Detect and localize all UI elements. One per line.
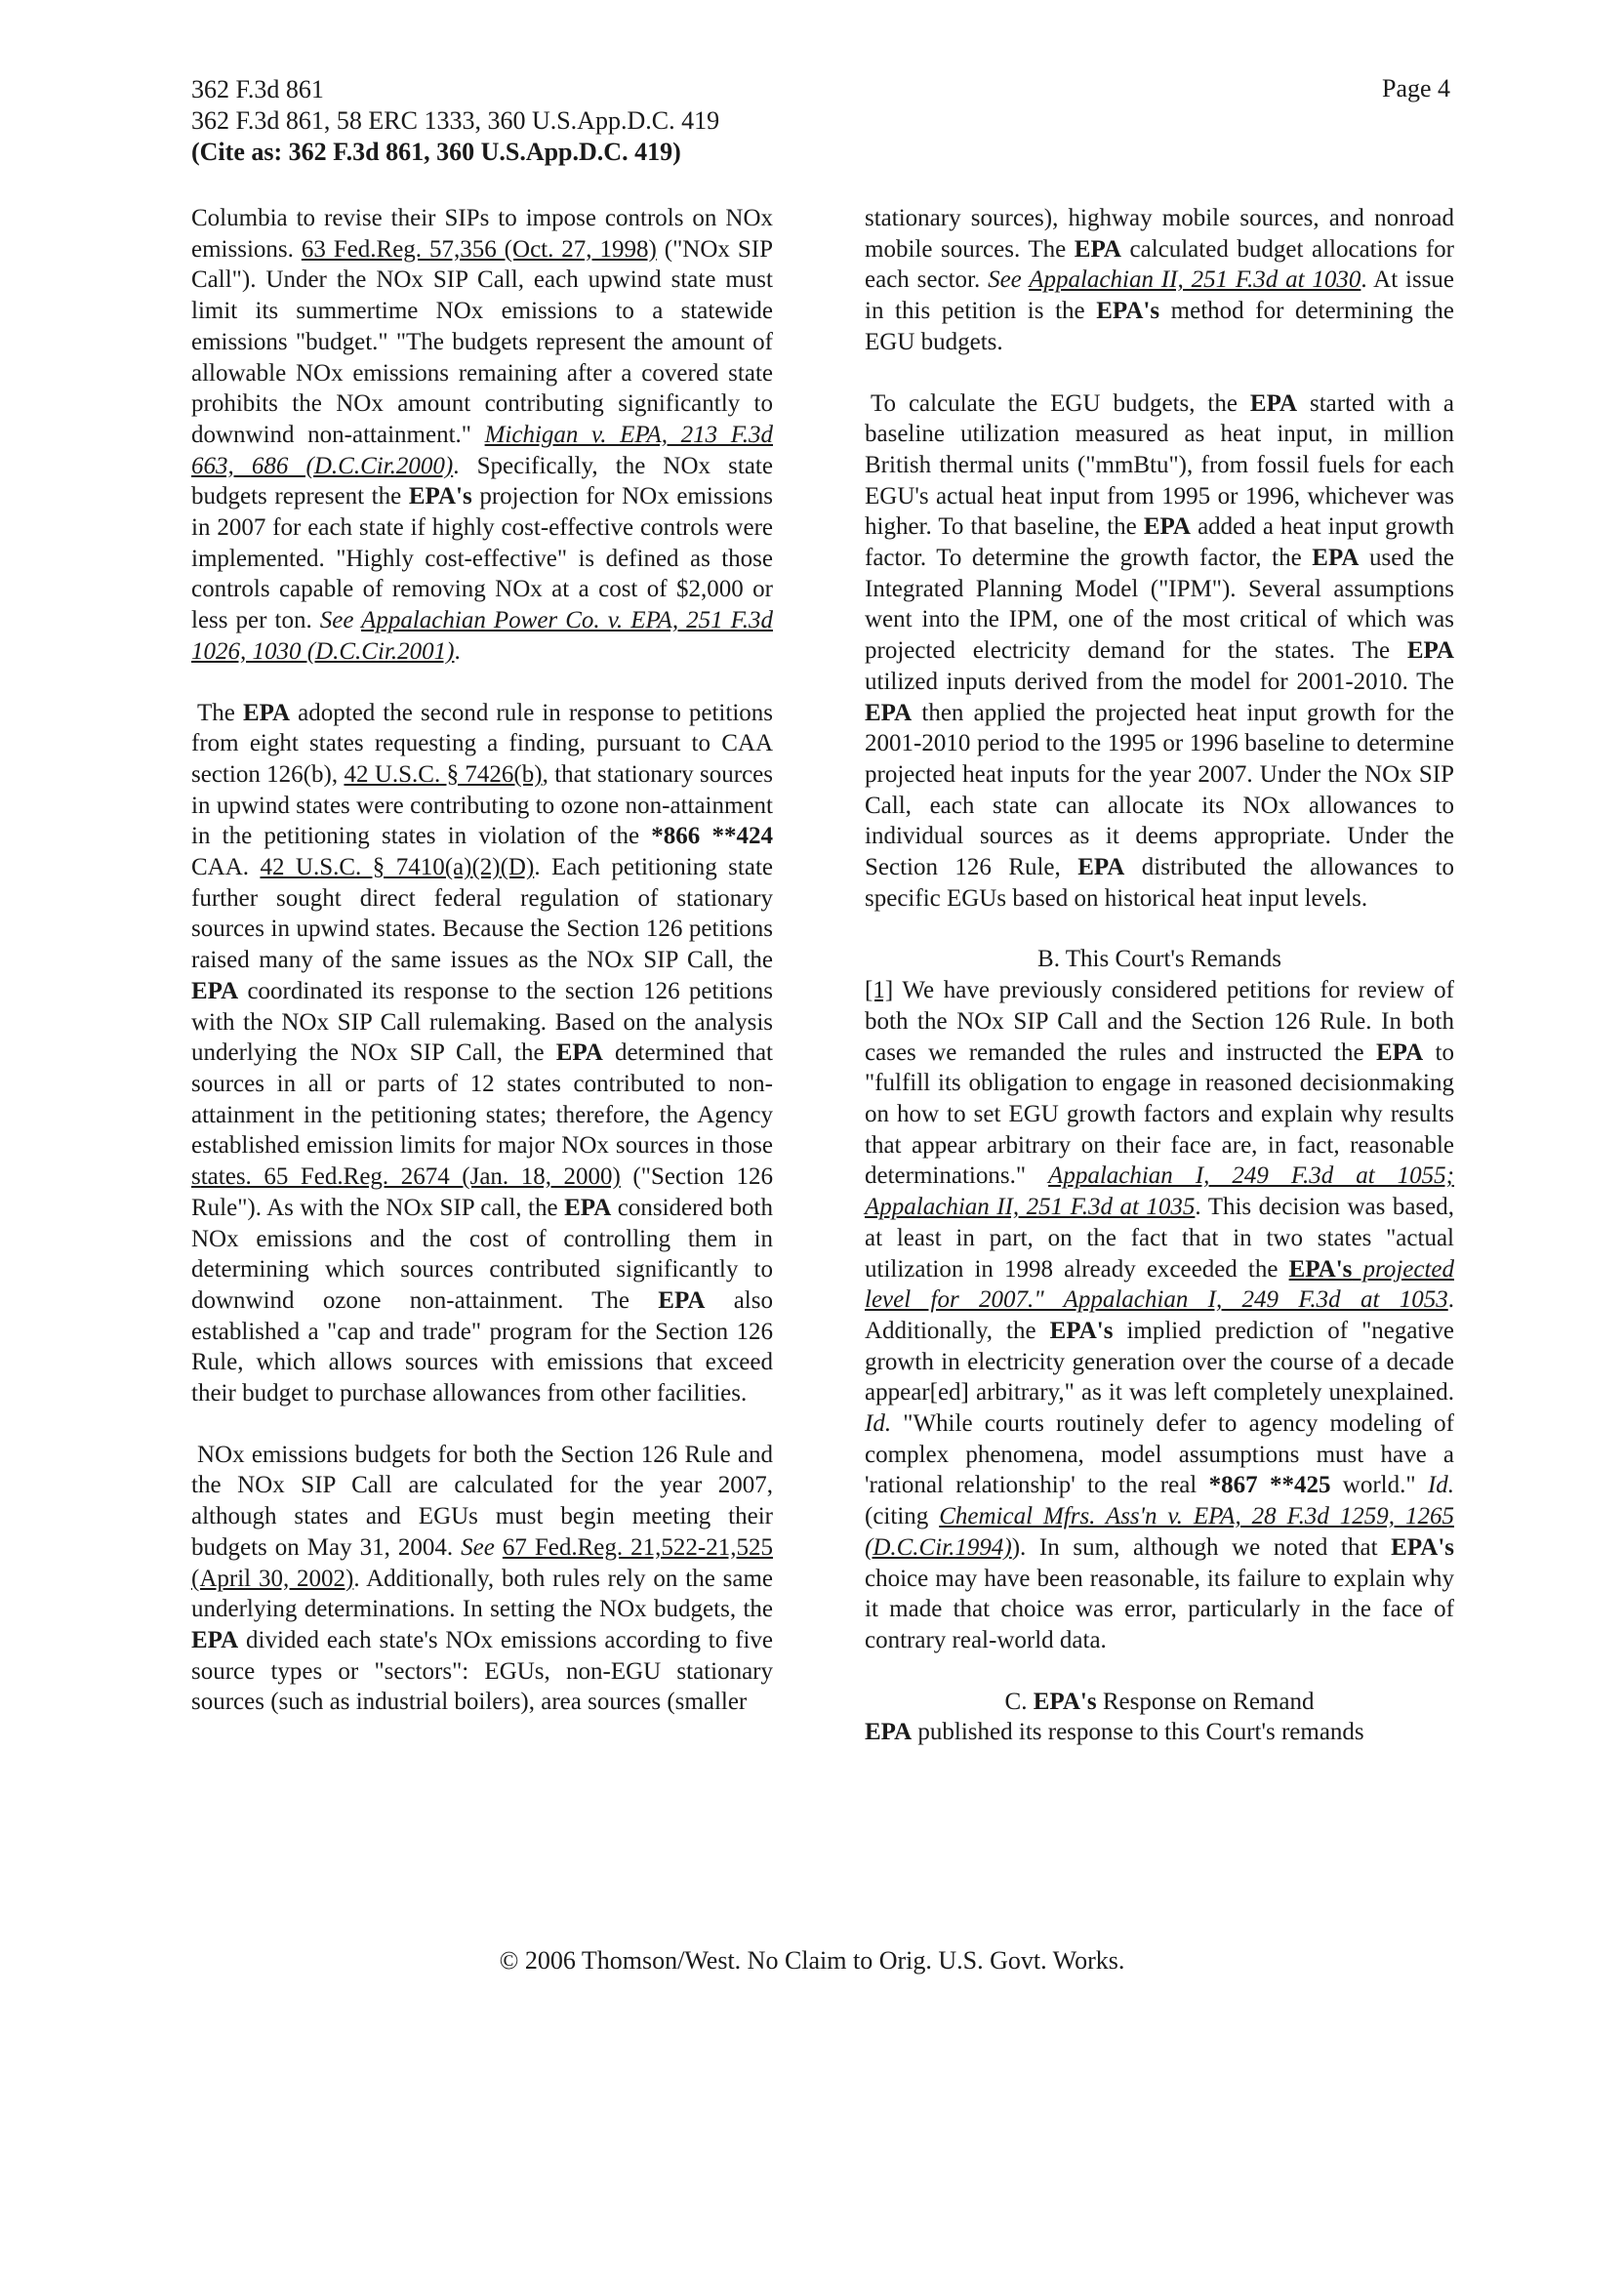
paragraph: stationary sources), highway mobile sources, and nonroad mobile sources. The EPA calculated budget allocations for each sector. See Appalachian II, 251 F.3d at 1030. At issue in this petition is the EPA's method for determining the EGU budgets. — [865, 205, 1455, 355]
paragraph: [1] We have previously considered petitions for review of both the NOx SIP Call and the Section 126 Rule. In both cases we remanded the rules and instructed the EPA to "fulfill its obligation to engage in reasoned decisionmaking on how to set EGU growth factors and explain why results that appear arbitrary on their face are, in fact, reasonable determinations." Appalachian I, 249 F.3d at 1055; Appalachian II, 251 F.3d at 1035. This decision was based, at least in part, on the fact that in two states "actual utilization in 1998 already exceeded the EPA's projected level for 2007." Appalachian I, 249 F.3d at 1053. Additionally, the EPA's implied prediction of "negative growth in electricity generation over the course of a decade appear[ed] arbitrary," as it was left completely unexplained. Id. "While courts routinely defer to agency modeling of complex phenomena, model assumptions must have a 'rational relationship' to the real *867 **425 world." Id. (citing Chemical Mfrs. Ass'n v. EPA, 28 F.3d 1259, 1265 (D.C.Cir.1994)). In sum, although we noted that EPA's choice may have been reasonable, its failure to explain why it made that choice was error, particularly in the face of contrary real-world data. — [865, 977, 1455, 1653]
paragraph: EPA published its response to this Court's remands — [865, 1719, 1364, 1746]
left-column — [191, 203, 773, 1718]
paragraph: To calculate the EGU budgets, the EPA started with a baseline utilization measured as heat input, in million British thermal units ("mmBtu"), from fossil fuels for each EGU's actual heat input from 1995 or 1996, whichever was higher. To that baseline, the EPA added a heat input growth factor. To determine the growth factor, the EPA used the Integrated Planning Model ("IPM"). Several assumptions went into the IPM, one of the most critical of which was projected electricity demand for the states. The EPA utilized inputs derived from the model for 2001-2010. The EPA then applied the projected heat input growth for the 2001-2010 period to the 1995 or 1996 baseline to determine projected heat inputs for the year 2007. Under the NOx SIP Call, each state can allocate its NOx allowances to individual sources as it deems appropriate. Under the Section 126 Rule, EPA distributed the allowances to specific EGUs based on historical heat input levels. — [865, 389, 1455, 912]
citation-link[interactable]: 42 U.S.C. § 7410(a)(2)(D) — [260, 854, 535, 881]
citation-link[interactable]: 63 Fed.Reg. 57,356 (Oct. 27, 1998) — [301, 235, 657, 263]
citation-link[interactable]: Appalachian Power Co. v. EPA, 251 F.3d 1026, 1030 (D.C.Cir.2001) — [191, 607, 773, 665]
citation-link[interactable]: EPA's — [1288, 1255, 1353, 1283]
paragraph: NOx emissions budgets for both the Section 126 Rule and the NOx SIP Call are calculated for the year 2007, although states and EGUs must begin meeting their budgets on May 31, 2004. See 67 Fed.Reg. 21,522-21,525 (April 30, 2002). Additionally, both rules rely on the same underlying determinations. In setting the NOx budgets, the EPA divided each state's NOx emissions according to five source types or "sectors": EGUs, non-EGU stationary sources (such as industrial boilers), area sources (smaller — [191, 1441, 774, 1716]
citation-link[interactable]: states. 65 Fed.Reg. 2674 (Jan. 18, 2000) — [191, 1163, 621, 1191]
headnote-link[interactable]: [1] — [865, 977, 894, 1004]
star-page-marker: *866 **424 — [651, 823, 773, 850]
paragraph: The EPA adopted the second rule in response to petitions from eight states requesting a finding, pursuant to CAA section 126(b), 42 U.S.C. § 7426(b), that stationary sources in upwind states were contributing to ozone non-attainment in the petitioning states in violation of the *866 **424 CAA. 42 U.S.C. § 7410(a)(2)(D). Each petitioning state further sought direct federal regulation of stationary sources in upwind states. Because the Section 126 petitions raised many of the same issues as the NOx SIP Call, the EPA coordinated its response to the section 126 petitions with the NOx SIP Call rulemaking. Based on the analysis underlying the NOx SIP Call, the EPA determined that sources in all or parts of 12 states contributed to non-attainment in the petitioning states; therefore, the Agency established emission limits for major NOx sources in those states. 65 Fed.Reg. 2674 (Jan. 18, 2000) ("Section 126 Rule"). As with the NOx SIP call, the EPA considered both NOx emissions and the cost of controlling them in determining which sources contributed significantly to downwind ozone non-attainment. The EPA also established a "cap and trade" program for the Section 126 Rule, which allows sources with emissions that exceed their budget to purchase allowances from other facilities. — [191, 699, 774, 1407]
document-header — [191, 74, 719, 168]
citation-link[interactable]: Michigan v. EPA, 213 F.3d 663, 686 (D.C.Cir.2000) — [191, 421, 773, 479]
citation-link[interactable]: projected level for 2007." Appalachian I, 249 F.3d at 1053 — [865, 1255, 1454, 1314]
section-heading-b: B. This Court's Remands — [1037, 946, 1281, 973]
citation-link[interactable]: 42 U.S.C. § 7426(b) — [344, 760, 543, 788]
copyright-footer: © 2006 Thomson/West. No Claim to Orig. U.S. Govt. Works. — [499, 1946, 1125, 1975]
citation-link[interactable]: 67 Fed.Reg. 21,522-21,525 (April 30, 2002) — [191, 1533, 773, 1592]
right-column — [865, 203, 1454, 1748]
paragraph: Columbia to revise their SIPs to impose controls on NOx emissions. 63 Fed.Reg. 57,356 (Oct. 27, 1998) ("NOx SIP Call"). Under the NOx SIP Call, each upwind state must limit its summertime NOx emissions to a statewide emissions "budget." "The budgets represent the amount of allowable NOx emissions remaining after a covered state prohibits the NOx amount contributing significantly to downwind non-attainment." Michigan v. EPA, 213 F.3d 663, 686 (D.C.Cir.2000). Specifically, the NOx state budgets represent the EPA's projection for NOx emissions in 2007 for each state if highly cost-effective controls were implemented. "Highly cost-effective" is defined as those controls capable of removing NOx at a cost of $2,000 or less per ton. See Appalachian Power Co. v. EPA, 251 F.3d 1026, 1030 (D.C.Cir.2001). — [191, 205, 773, 665]
parallel-citations: 362 F.3d 861, 58 ERC 1333, 360 U.S.App.D.C. 419 — [191, 106, 720, 135]
citation-link[interactable]: Chemical Mfrs. Ass'n v. EPA, 28 F.3d 1259, 1265 (D.C.Cir.1994) — [865, 1503, 1454, 1561]
citation-link[interactable]: Appalachian II, 251 F.3d at 1030 — [1029, 266, 1361, 294]
cite-as-line: (Cite as: 362 F.3d 861, 360 U.S.App.D.C. 419) — [191, 138, 681, 166]
citation-link[interactable]: Appalachian I, 249 F.3d at 1055; Appalachian II, 251 F.3d at 1035 — [865, 1162, 1455, 1221]
page-number: Page 4 — [1382, 74, 1451, 102]
section-heading-c: C. EPA's Response on Remand — [1004, 1688, 1315, 1715]
star-page-marker: *867 **425 — [1208, 1472, 1331, 1499]
reporter-citation: 362 F.3d 861 — [191, 75, 324, 103]
